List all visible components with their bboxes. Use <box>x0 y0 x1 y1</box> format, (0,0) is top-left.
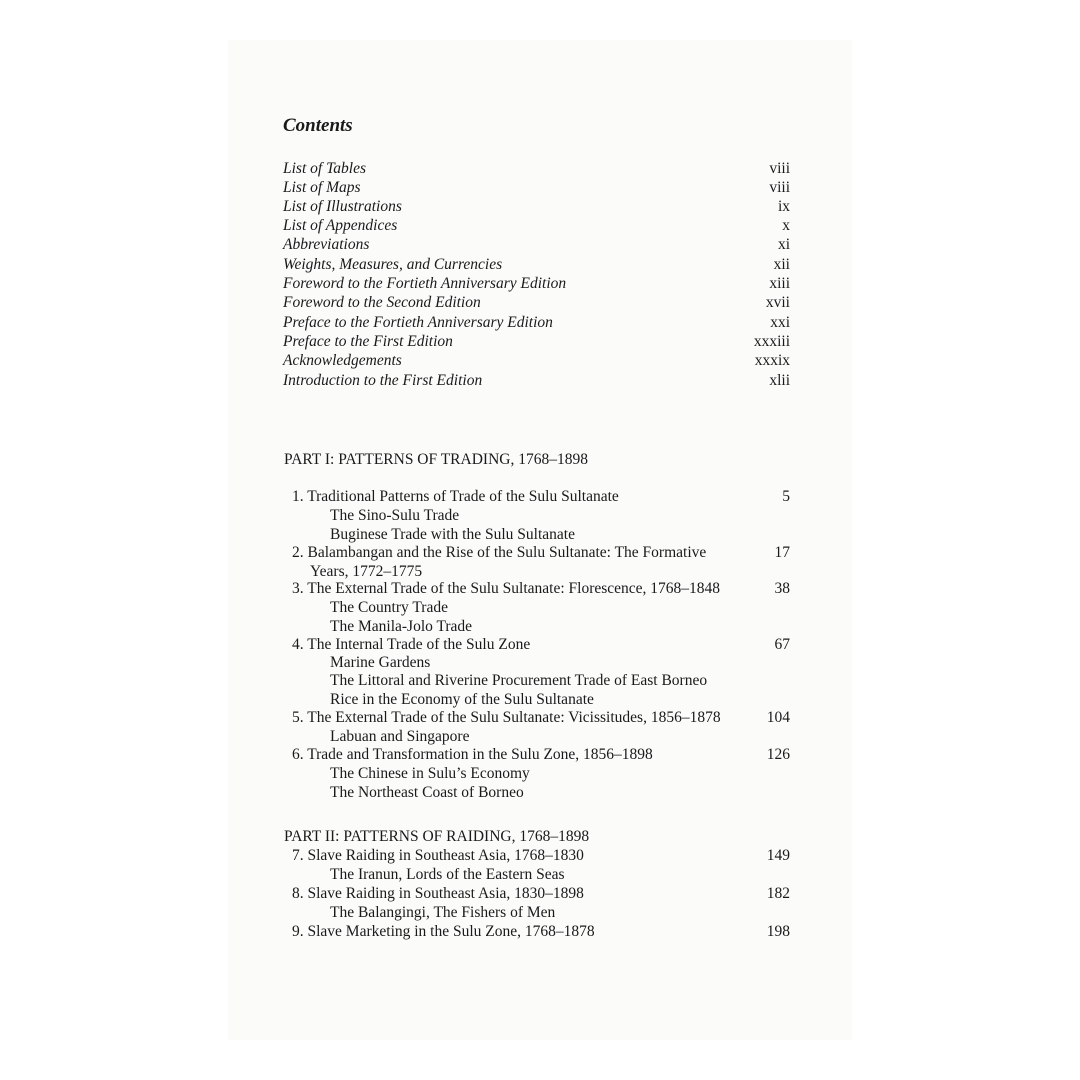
section-title: Marine Gardens <box>330 654 431 671</box>
chapter-title: 2. Balambangan and the Rise of the Sulu Sultanate: The Formative <box>292 544 707 561</box>
toc-entry: List of Illustrations <box>283 198 402 215</box>
toc-entry: List of Appendices <box>283 217 398 234</box>
toc-entry: Abbreviations <box>283 236 370 253</box>
toc-page-number: xvii <box>765 294 790 311</box>
chapter-title: 5. The External Trade of the Sulu Sultanate: Vicissitudes, 1856–1878 <box>292 709 721 726</box>
toc-page-number: xlii <box>769 372 790 389</box>
chapter-title: 4. The Internal Trade of the Sulu Zone <box>292 636 531 653</box>
section-title: Labuan and Singapore <box>330 728 470 745</box>
chapter-page-number: 17 <box>774 544 790 561</box>
chapter-title: 8. Slave Raiding in Southeast Asia, 1830–1898 <box>292 885 584 902</box>
chapter-title: 7. Slave Raiding in Southeast Asia, 1768–1830 <box>292 847 584 864</box>
toc-entry: List of Maps <box>283 179 361 196</box>
chapter-page-number: 5 <box>782 488 790 505</box>
chapter-title: 1. Traditional Patterns of Trade of the Sulu Sultanate <box>292 488 619 505</box>
chapter-page-number: 182 <box>766 885 790 902</box>
toc-entry: Preface to the First Edition <box>283 333 453 350</box>
chapter-page-number: 67 <box>774 636 790 653</box>
chapter-page-number: 104 <box>766 709 790 726</box>
chapter-page-number: 126 <box>766 746 790 763</box>
page-title: Contents <box>283 115 353 136</box>
toc-entry: Foreword to the Second Edition <box>283 294 481 311</box>
section-title: The Manila-Jolo Trade <box>330 618 473 635</box>
toc-page-number: xii <box>773 256 790 273</box>
toc-page-number: viii <box>769 160 790 177</box>
toc-entry: Preface to the Fortieth Anniversary Edition <box>283 314 553 331</box>
toc-page-number: ix <box>777 198 790 215</box>
chapter-title: 9. Slave Marketing in the Sulu Zone, 1768–1878 <box>292 923 595 940</box>
toc-page-number: xiii <box>769 275 790 292</box>
toc-page-number: viii <box>769 179 790 196</box>
chapter-page-number: 198 <box>766 923 790 940</box>
toc-page-number: xxxiii <box>753 333 790 350</box>
section-title: The Chinese in Sulu’s Economy <box>330 765 530 782</box>
section-title: Buginese Trade with the Sulu Sultanate <box>330 526 575 543</box>
toc-page-number: x <box>782 217 790 234</box>
part-heading: PART I: PATTERNS OF TRADING, 1768–1898 <box>284 451 588 468</box>
toc-page-number: xi <box>777 236 790 253</box>
chapter-title: 6. Trade and Transformation in the Sulu Zone, 1856–1898 <box>292 746 653 763</box>
section-title: The Northeast Coast of Borneo <box>330 784 524 801</box>
section-title: The Balangingi, The Fishers of Men <box>330 904 556 921</box>
toc-page-number: xxxix <box>754 352 790 369</box>
toc-entry: Weights, Measures, and Currencies <box>283 256 503 273</box>
section-title: Rice in the Economy of the Sulu Sultanate <box>330 691 594 708</box>
chapter-page-number: 149 <box>766 847 790 864</box>
toc-page-number: xxi <box>770 314 790 331</box>
toc-entry: Acknowledgements <box>283 352 402 369</box>
part-heading: PART II: PATTERNS OF RAIDING, 1768–1898 <box>284 828 590 845</box>
toc-entry: Foreword to the Fortieth Anniversary Edition <box>283 275 567 292</box>
section-title: The Littoral and Riverine Procurement Trade of East Borneo <box>330 672 708 689</box>
chapter-title: 3. The External Trade of the Sulu Sultanate: Florescence, 1768–1848 <box>292 580 721 597</box>
section-title: The Sino-Sulu Trade <box>330 507 460 524</box>
toc-entry: Introduction to the First Edition <box>283 372 483 389</box>
section-title: The Iranun, Lords of the Eastern Seas <box>330 866 565 883</box>
section-title: The Country Trade <box>330 599 448 616</box>
chapter-title-continued: Years, 1772–1775 <box>310 563 423 580</box>
toc-entry: List of Tables <box>283 160 366 177</box>
chapter-page-number: 38 <box>774 580 790 597</box>
